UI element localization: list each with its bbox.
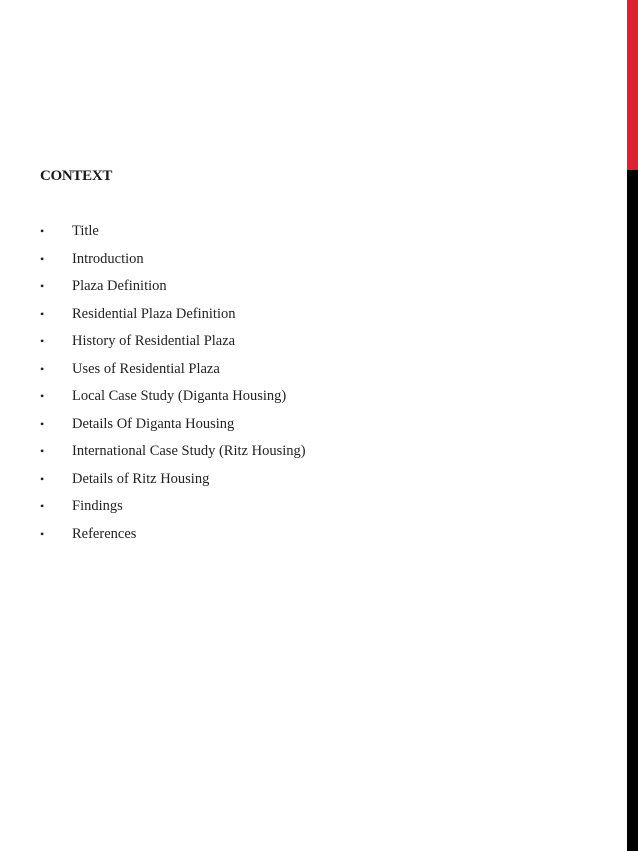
accent-bar-red bbox=[627, 0, 638, 170]
contents-item-label: Title bbox=[72, 223, 99, 239]
bullet-icon: • bbox=[40, 306, 45, 321]
contents-item-label: Uses of Residential Plaza bbox=[72, 360, 220, 377]
bullet-icon: • bbox=[40, 471, 45, 486]
accent-bar-black bbox=[627, 170, 638, 851]
contents-item-label: Introduction bbox=[72, 250, 144, 267]
bullet-icon: • bbox=[40, 251, 45, 266]
contents-item-label: Findings bbox=[72, 498, 123, 514]
contents-item-label: Details Of Diganta Housing bbox=[72, 415, 235, 432]
bullet-icon: • bbox=[40, 416, 45, 431]
contents-item-label: History of Residential Plaza bbox=[72, 333, 236, 349]
contents-item-label: References bbox=[72, 525, 137, 542]
bullet-icon: • bbox=[40, 224, 45, 238]
bullet-icon: • bbox=[40, 334, 45, 348]
contents-item-label: Details of Ritz Housing bbox=[72, 470, 210, 487]
contents-item-label: International Case Study (Ritz Housing) bbox=[72, 443, 306, 459]
bullet-icon: • bbox=[40, 499, 45, 513]
bullet-icon: • bbox=[40, 526, 45, 541]
slide-title: CONTEXT bbox=[40, 168, 113, 184]
bullet-icon: • bbox=[40, 444, 45, 458]
contents-item-label: Plaza Definition bbox=[72, 278, 167, 294]
bullet-icon: • bbox=[40, 361, 45, 376]
bullet-icon: • bbox=[40, 279, 45, 293]
contents-item-label: Local Case Study (Diganta Housing) bbox=[72, 388, 287, 404]
side-accent-bar bbox=[627, 0, 638, 851]
contents-item-label: Residential Plaza Definition bbox=[72, 305, 236, 322]
bullet-icon: • bbox=[40, 389, 45, 403]
